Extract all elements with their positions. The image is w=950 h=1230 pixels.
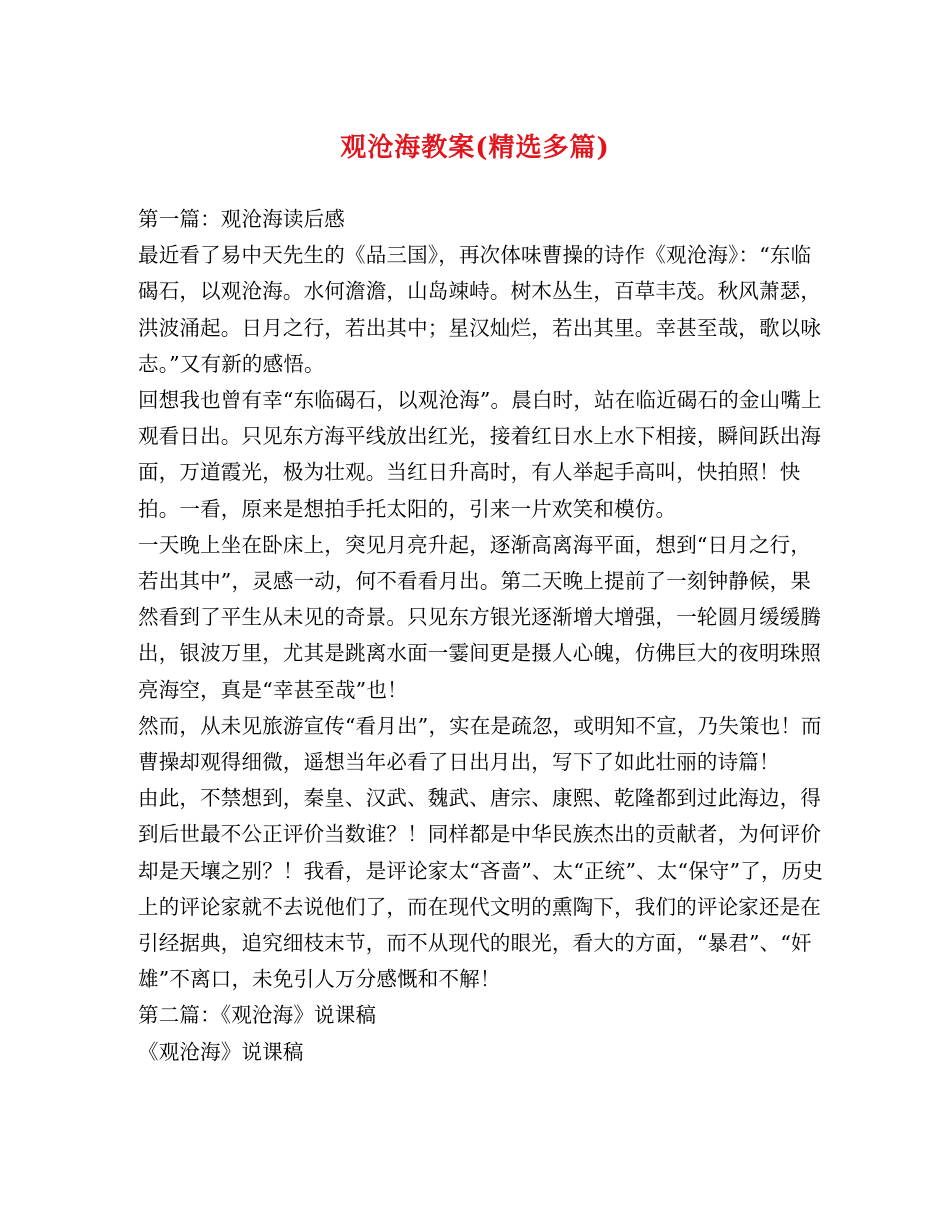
paragraph: 然而，从未见旅游宣传“看月出”，实在是疏忽，或明知不宣，乃失策也！而曹操却观得细微，遥想当年必看了日出月出，写下了如此壮丽的诗篇！ [138,713,822,775]
paragraph: 《观沧海》说课稿 [138,1039,304,1064]
paragraph: 一天晚上坐在卧床上，突见月亮升起，逐渐高离海平面，想到“日月之行，若出其中”，灵感一动，何不看看月出。第二天晚上提前了一刻钟静候，果然看到了平生从未见的奇景。只见东方银光逐渐增大增强，一轮圆月缓缓腾出，银波万里，尤其是跳离水面一霎间更是摄人心魄，仿佛巨大的夜明珠照亮海空，真是“幸甚至哉”也！ [138,532,822,702]
document-title: 观沧海教案(精选多篇) [340,133,610,163]
paragraph: 由此，不禁想到，秦皇、汉武、魏武、唐宗、康熙、乾隆都到过此海边，得到后世最不公正评价当数谁？！同样都是中华民族杰出的贡献者，为何评价却是天壤之别？！我看，是评论家太“吝啬”、太“正统”、太“保守”了，历史上的评论家就不去说他们了，而在现代文明的熏陶下，我们的评论家还是在引经据典，追究细枝末节，而不从现代的眼光，看大的方面，“暴君”、“奸雄”不离口，未免引人万分感慨和不解！ [138,786,824,992]
paragraph: 回想我也曾有幸“东临碣石，以观沧海”。晨白时，站在临近碣石的金山嘴上观看日出。只见东方海平线放出红光，接着红日水上水下相接，瞬间跃出海面，万道霞光，极为壮观。当红日升高时，有人举起手高叫，快拍照！快拍。一看，原来是想拍手托太阳的，引来一片欢笑和模仿。 [138,388,822,521]
document-body [138,201,828,1070]
section-heading: 第一篇：观沧海读后感 [138,207,345,231]
paragraph: 最近看了易中天先生的《品三国》，再次体味曹操的诗作《观沧海》：“东临碣石，以观沧海。水何澹澹，山岛竦峙。树木丛生，百草丰茂。秋风萧瑟，洪波涌起。日月之行，若出其中；星汉灿烂，若出其里。幸甚至哉，歌以咏志。”又有新的感悟。 [138,243,822,376]
section-heading: 第二篇：《观沧海》说课稿 [138,1003,377,1028]
